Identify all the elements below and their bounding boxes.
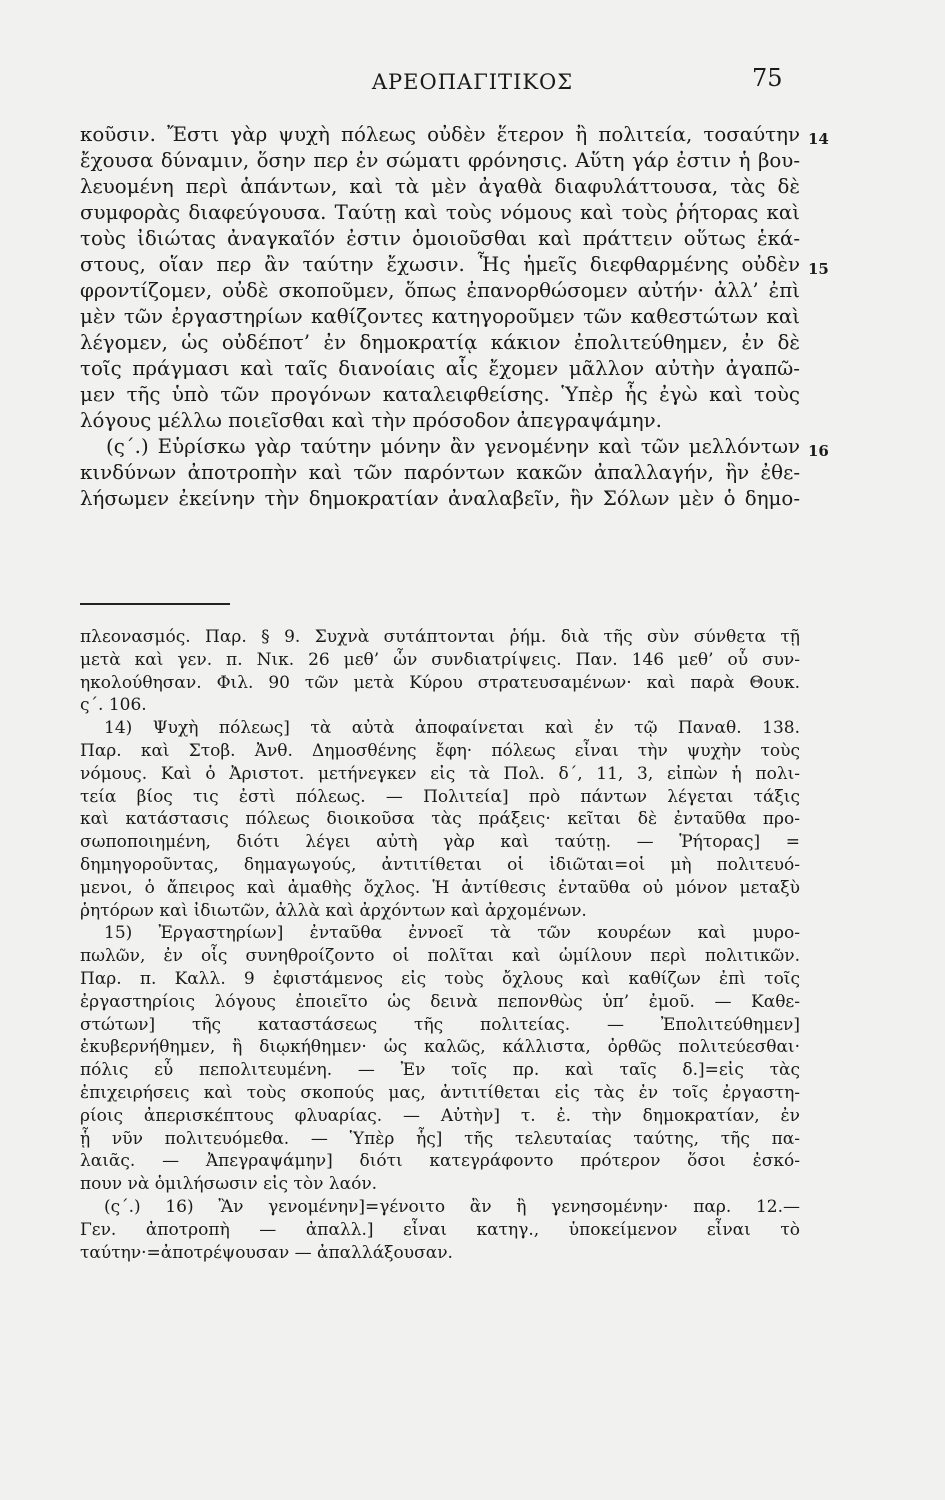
main-text-line: κινδύνων ἀποτροπὴν καὶ τῶν παρόντων κακῶν ἀπαλλαγήν, ἣν ἐθε-	[80, 461, 800, 484]
note-line: λαιᾶς. — Ἀπεγραψάμην] διότι κατεγράφοντο πρότερον ὅσοι ἐσκό-	[80, 1151, 800, 1172]
main-text-line: λόγους μέλλω ποιεῖσθαι καὶ τὴν πρόσοδον ἀπεγραψάμην.	[80, 409, 662, 432]
main-text	[80, 122, 829, 512]
note-line: μετὰ καὶ γεν. π. Νικ. 26 μεθ’ ὧν συνδιατρίψεις. Παν. 146 μεθ’ οὗ συν-	[80, 649, 800, 670]
note-line: ἐπιχειρήσεις καὶ τοὺς σκοπούς μας, ἀντιτίθεται εἰς τὰς ἐν τοῖς ἐργαστη-	[80, 1082, 800, 1103]
margin-line-number: 14	[808, 130, 829, 148]
note-line: Παρ. π. Καλλ. 9 ἐφιστάμενος εἰς τοὺς ὄχλους καὶ καθίζων ἐπὶ τοῖς	[80, 968, 800, 989]
note-line: ἐκυβερνήθημεν, ἢ διῳκήθημεν· ὡς καλῶς, κάλλιστα, ὀρθῶς πολιτεύεσθαι·	[80, 1037, 800, 1058]
margin-line-number: 16	[808, 442, 829, 460]
note-line: καὶ κατάστασις πόλεως διοικοῦσα τὰς πράξεις· κεῖται δὲ ἐνταῦθα προ-	[80, 809, 800, 830]
note-line: 14) Ψυχὴ πόλεως] τὰ αὐτὰ ἀποφαίνεται καὶ ἐν τῷ Παναθ. 138.	[104, 718, 800, 739]
note-line: Παρ. καὶ Στοβ. Ἀνθ. Δημοσθένης ἔφη· πόλεως εἶναι τὴν ψυχὴν τοὺς	[80, 740, 800, 761]
main-text-line: λήσωμεν ἐκείνην τὴν δημοκρατίαν ἀναλαβεῖν, ἣν Σόλων μὲν ὁ δημο-	[80, 487, 800, 510]
note-line: δημηγοροῦντας, δημαγωγούς, ἀντιτίθεται οἱ ἰδιῶται=οἱ μὴ πολιτευό-	[80, 854, 800, 875]
note-line: ῥητόρων καὶ ἰδιωτῶν, ἀλλὰ καὶ ἀρχόντων καὶ ἀρχομένων.	[80, 900, 587, 921]
running-title: ΑΡΕΟΠΑΓΙΤΙΚΟΣ	[371, 70, 574, 94]
note-line: νόμους. Καὶ ὁ Ἀριστοτ. μετήνεγκεν εἰς τὰ Πολ. δ΄, 11, 3, εἰπὼν ἡ πολι-	[80, 763, 800, 784]
note-line: Γεν. ἀποτροπὴ — ἀπαλλ.] εἶναι κατηγ., ὑποκείμενον εἶναι τὸ	[80, 1219, 800, 1240]
note-line: (ς΄.) 16) Ἂν γενομένην]=γένοιτο ἂν ἢ γενησομένην· παρ. 12.—	[104, 1196, 800, 1217]
main-text-line: κοῦσιν. Ἔστι γὰρ ψυχὴ πόλεως οὐδὲν ἕτερον ἢ πολιτεία, τοσαύτην	[80, 123, 800, 146]
main-text-line: τοῖς πράγμασι καὶ ταῖς διανοίαις αἷς ἔχομεν μᾶλλον αὐτὴν ἀγαπῶ-	[80, 357, 800, 380]
main-text-line: λευομένη περὶ ἁπάντων, καὶ τὰ μὲν ἀγαθὰ διαφυλάττουσα, τὰς δὲ	[80, 175, 800, 198]
commentary-notes	[80, 626, 800, 1264]
main-text-line: μὲν τῶν ἐργαστηρίων καθίζοντες κατηγοροῦμεν τῶν καθεστώτων καὶ	[80, 305, 800, 328]
note-line: ἐργαστηρίοις λόγους ἐποιεῖτο ὡς δεινὰ πεπονθὼς ὑπ’ ἐμοῦ. — Καθε-	[80, 991, 800, 1012]
main-text-line: συμφορὰς διαφεύγουσα. Ταύτῃ καὶ τοὺς νόμους καὶ τοὺς ῥήτορας καὶ	[80, 201, 800, 224]
footnote-separator-rule	[80, 603, 230, 605]
note-line: πόλις εὖ πεπολιτευμένη. — Ἐν τοῖς πρ. καὶ ταῖς δ.]=εἰς τὰς	[80, 1060, 800, 1081]
main-text-line: τοὺς ἰδιώτας ἀναγκαῖόν ἐστιν ὁμοιοῦσθαι καὶ πράττειν οὕτως ἑκά-	[80, 227, 800, 250]
note-line: πλεονασμός. Παρ. § 9. Συχνὰ συτάπτονται ῥήμ. διὰ τῆς σὺν σύνθετα τῇ	[80, 627, 800, 647]
note-line: ᾗ νῦν πολιτευόμεθα. — Ὑπὲρ ἧς] τῆς τελευταίας ταύτης, τῆς πα-	[80, 1128, 800, 1149]
note-line: ς΄. 106.	[80, 695, 147, 716]
margin-line-number: 15	[808, 260, 829, 278]
main-text-line: στους, οἵαν περ ἂν ταύτην ἔχωσιν. Ἧς ἡμεῖς διεφθαρμένης οὐδὲν	[80, 253, 800, 276]
note-line: ταύτην·=ἀποτρέψουσαν — ἀπαλλάξουσαν.	[80, 1242, 453, 1263]
note-line: ρίοις ἀπερισκέπτους φλυαρίας. — Αὐτὴν] τ. ἐ. τὴν δημοκρατίαν, ἐν	[80, 1105, 800, 1126]
main-text-line: φροντίζομεν, οὐδὲ σκοποῦμεν, ὅπως ἐπανορθώσομεν αὐτήν· ἀλλ’ ἐπὶ	[80, 279, 800, 302]
note-line: στώτων] τῆς καταστάσεως τῆς πολιτείας. — Ἐπολιτεύθημεν]	[80, 1014, 800, 1035]
note-line: τεία βίος τις ἐστὶ πόλεως. — Πολιτεία] πρὸ πάντων λέγεται τάξις	[80, 786, 800, 807]
note-line: μενοι, ὁ ἄπειρος καὶ ἀμαθὴς ὄχλος. Ἡ ἀντίθεσις ἐνταῦθα οὐ μόνον μεταξὺ	[80, 877, 800, 898]
main-text-line: ἔχουσα δύναμιν, ὅσην περ ἐν σώματι φρόνησις. Αὕτη γάρ ἐστιν ἡ βου-	[80, 149, 800, 172]
main-text-line: μεν τῆς ὑπὸ τῶν προγόνων καταλειφθείσης. Ὑπὲρ ἧς ἐγὼ καὶ τοὺς	[80, 383, 800, 406]
note-line: 15) Ἐργαστηρίων] ἐνταῦθα ἐννοεῖ τὰ τῶν κουρέων καὶ μυρο-	[104, 923, 800, 944]
main-text-line: λέγομεν, ὡς οὐδέποτ’ ἐν δημοκρατίᾳ κάκιον ἐπολιτεύθημεν, ἐν δὲ	[80, 331, 800, 354]
note-line: σωποποιημένη, διότι λέγει αὐτὴ γὰρ καὶ ταύτῃ. — Ῥήτορας] =	[80, 832, 800, 853]
page-number: 75	[752, 64, 783, 92]
note-line: ηκολούθησαν. Φιλ. 90 τῶν μετὰ Κύρου στρατευσαμένων· καὶ παρὰ Θουκ.	[80, 672, 800, 693]
note-line: πουν νὰ ὁμιλήσωσιν εἰς τὸν λαόν.	[80, 1174, 378, 1195]
main-text-line: (ς΄.) Εὑρίσκω γὰρ ταύτην μόνην ἂν γενομένην καὶ τῶν μελλόντων	[106, 435, 800, 458]
note-line: πωλῶν, ἐν οἷς συνηθροίζοντο οἱ πολῖται καὶ ὡμίλουν περὶ πολιτικῶν.	[80, 946, 800, 967]
